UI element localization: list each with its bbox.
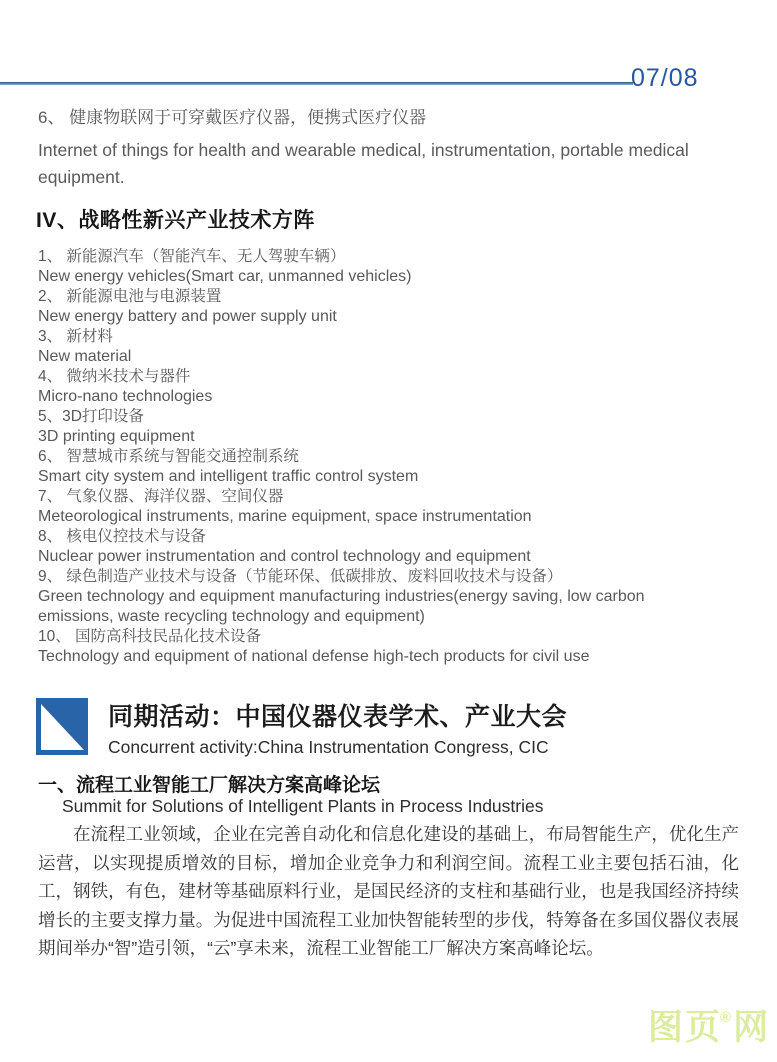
list-item-en: Meteorological instruments, marine equipment, space instrumentation bbox=[38, 508, 532, 525]
list-item-zh: 6、 智慧城市系统与智能交通控制系统 bbox=[38, 448, 299, 465]
list-item-en: Smart city system and intelligent traffic control system bbox=[38, 468, 419, 485]
list-item-zh: 2、 新能源电池与电源装置 bbox=[38, 288, 222, 305]
list-item bbox=[38, 447, 650, 487]
list-item-zh: 1、 新能源汽车（智能汽车、无人驾驶车辆） bbox=[38, 248, 346, 265]
list-item-en: Green technology and equipment manufacturing industries(energy saving, low carbon emissions, waste recycling technology and equipment) bbox=[38, 588, 645, 625]
list-item bbox=[38, 287, 650, 327]
section-iv-heading: IV、战略性新兴产业技术方阵 bbox=[36, 209, 315, 232]
congress-title-zh: 同期活动：中国仪器仪表学术、产业大会 bbox=[108, 703, 568, 731]
registered-mark-icon: ® bbox=[720, 1009, 732, 1027]
intro-item bbox=[38, 106, 750, 191]
list-item-en: New energy vehicles(Smart car, unmanned vehicles) bbox=[38, 268, 412, 285]
list-item-zh: 10、 国防高科技民品化技术设备 bbox=[38, 628, 262, 645]
forum-heading-en: Summit for Solutions of Intelligent Plants in Process Industries bbox=[62, 796, 544, 816]
header-rule bbox=[0, 82, 633, 85]
list-item-en: Micro-nano technologies bbox=[38, 388, 213, 405]
watermark-text-2: 网 bbox=[733, 1008, 771, 1047]
list-item-zh: 5、3D打印设备 bbox=[38, 408, 144, 425]
list-item-zh: 8、 核电仪控技术与设备 bbox=[38, 528, 206, 545]
list-item-en: New energy battery and power supply unit bbox=[38, 308, 337, 325]
list-item bbox=[38, 247, 650, 287]
congress-titles bbox=[108, 698, 567, 758]
list-item bbox=[38, 567, 650, 627]
list-item bbox=[38, 407, 650, 447]
list-item-en: Technology and equipment of national defense high-tech products for civil use bbox=[38, 648, 590, 665]
congress-header bbox=[36, 698, 567, 758]
list-item-zh: 9、 绿色制造产业技术与设备（节能环保、低碳排放、废料回收技术与设备） bbox=[38, 568, 563, 585]
watermark-text-1: 图页 bbox=[648, 1008, 723, 1047]
intro-item-en: Internet of things for health and wearable medical, instrumentation, portable medical equipment. bbox=[38, 140, 689, 187]
list-item bbox=[38, 367, 650, 407]
list-item bbox=[38, 527, 650, 567]
list-item-en: New material bbox=[38, 348, 132, 365]
page-number: 07/08 bbox=[631, 64, 699, 92]
list-item bbox=[38, 627, 650, 667]
list-item-zh: 4、 微纳米技术与器件 bbox=[38, 368, 191, 385]
tech-list bbox=[38, 247, 650, 667]
congress-title-en: Concurrent activity:China Instrumentation Congress, CIC bbox=[108, 737, 549, 757]
forum-heading-zh: 一、流程工业智能工厂解决方案高峰论坛 bbox=[38, 775, 381, 796]
list-item-en: 3D printing equipment bbox=[38, 428, 195, 445]
list-item-zh: 3、 新材料 bbox=[38, 328, 113, 345]
forum-paragraph: 在流程工业领域，企业在完善自动化和信息化建设的基础上，布局智能生产，优化生产运营，以实现提质增效的目标，增加企业竞争力和利润空间。流程工业主要包括石油，化工，钢铁，有色，建材等基础原料行业，是国民经济的支柱和基础行业，也是我国经济持续增长的主要支撑力量。为促进中国流程工业加快智能转型的步伐，特筹备在多国仪器仪表展期间举办“智”造引领，“云”享未来，流程工业智能工厂解决方案高峰论坛。 bbox=[38, 824, 739, 958]
congress-logo-icon bbox=[36, 698, 88, 755]
watermark-logo bbox=[648, 1000, 770, 1050]
list-item bbox=[38, 327, 650, 367]
list-item bbox=[38, 487, 650, 527]
list-item-en: Nuclear power instrumentation and control technology and equipment bbox=[38, 548, 531, 565]
list-item-zh: 7、 气象仪器、海洋仪器、空间仪器 bbox=[38, 488, 284, 505]
intro-item-zh: 6、 健康物联网于可穿戴医疗仪器，便携式医疗仪器 bbox=[38, 108, 427, 127]
